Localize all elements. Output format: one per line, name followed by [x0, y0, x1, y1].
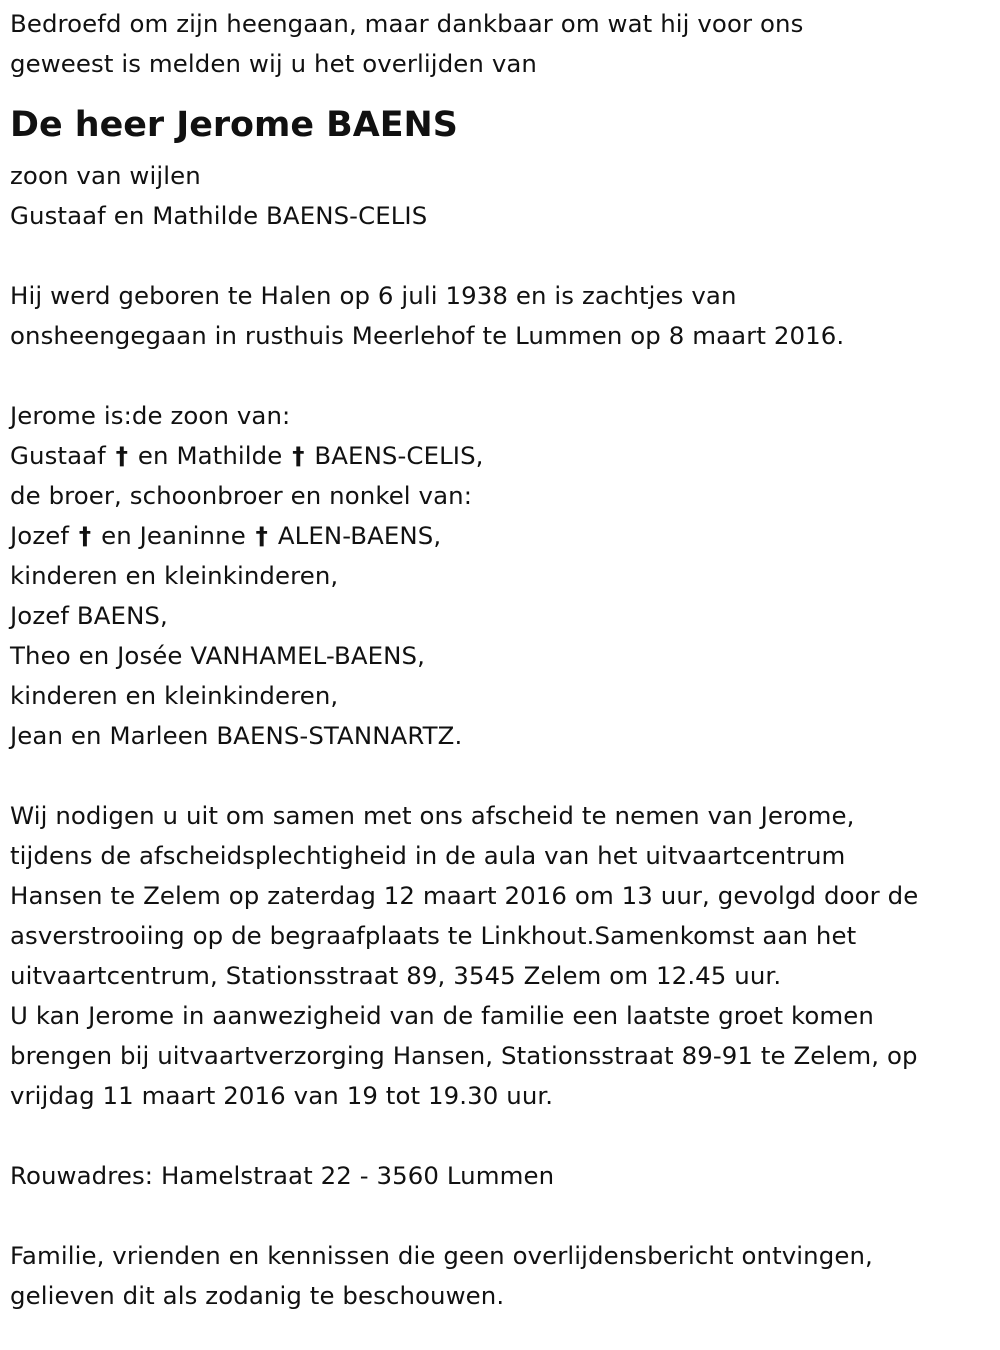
family-line: Theo en Josée VANHAMEL-BAENS, [10, 641, 425, 670]
family-parents-line [10, 436, 995, 476]
spacer [10, 236, 995, 276]
cross-icon: † [115, 441, 129, 470]
family-sibling-line [10, 516, 995, 556]
parent-mother: en Mathilde [137, 441, 283, 470]
cross-icon: † [292, 441, 305, 470]
family-sibling-intro: de broer, schoonbroer en nonkel van: [10, 481, 473, 510]
ceremony-line: Hansen te Zelem op zaterdag 12 maart 2016 om 13 uur, gevolgd door de [10, 881, 919, 910]
ceremony-line: tijdens de afscheidsplechtigheid in de aula van het uitvaartcentrum [10, 841, 846, 870]
sibling-first: Jozef [10, 521, 70, 550]
ceremony-line: vrijdag 11 maart 2016 van 19 tot 19.30 uur. [10, 1081, 554, 1110]
parents-names: Gustaaf en Mathilde BAENS-CELIS [10, 201, 428, 230]
intro-line: geweest is melden wij u het overlijden van [10, 49, 537, 78]
family-line: kinderen en kleinkinderen, [10, 561, 339, 590]
ceremony-line: uitvaartcentrum, Stationsstraat 89, 3545 Zelem om 12.45 uur. [10, 961, 782, 990]
family-intro: Jerome is:de zoon van: [10, 401, 291, 430]
birth-death-line: onsheengegaan in rusthuis Meerlehof te Lummen op 8 maart 2016. [10, 321, 845, 350]
spacer [10, 356, 995, 396]
spacer [10, 1116, 995, 1156]
family-list [10, 396, 995, 756]
birth-death-paragraph [10, 276, 995, 356]
parent-surname: BAENS-CELIS, [314, 441, 484, 470]
intro-paragraph [10, 4, 995, 84]
spacer [10, 1196, 995, 1236]
death-notice [10, 4, 995, 1316]
mourning-address: Rouwadres: Hamelstraat 22 - 3560 Lummen [10, 1161, 555, 1190]
sibling-surname: ALEN-BAENS, [277, 521, 442, 550]
ceremony-line: U kan Jerome in aanwezigheid van de familie een laatste groet komen [10, 1001, 874, 1030]
sibling-partner: en Jeaninne [101, 521, 246, 550]
family-line: Jozef BAENS, [10, 601, 168, 630]
ceremony-line: brengen bij uitvaartverzorging Hansen, Stationsstraat 89-91 te Zelem, op [10, 1041, 918, 1070]
family-line: kinderen en kleinkinderen, [10, 681, 339, 710]
parents-heading: zoon van wijlen [10, 161, 201, 190]
birth-death-line: Hij werd geboren te Halen op 6 juli 1938 en is zachtjes van [10, 281, 737, 310]
closing-line: gelieven dit als zodanig te beschouwen. [10, 1281, 505, 1310]
ceremony-line: asverstrooiing op de begraafplaats te Linkhout.Samenkomst aan het [10, 921, 857, 950]
parent-father: Gustaaf [10, 441, 106, 470]
spacer [10, 756, 995, 796]
cross-icon: † [78, 521, 92, 550]
ceremony-paragraph [10, 796, 995, 1116]
deceased-name: De heer Jerome BAENS [10, 105, 458, 145]
closing-line: Familie, vrienden en kennissen die geen overlijdensbericht ontvingen, [10, 1241, 873, 1270]
cross-icon: † [255, 521, 268, 550]
closing-paragraph [10, 1236, 995, 1316]
intro-line: Bedroefd om zijn heengaan, maar dankbaar om wat hij voor ons [10, 9, 804, 38]
family-line: Jean en Marleen BAENS-STANNARTZ. [10, 721, 463, 750]
ceremony-line: Wij nodigen u uit om samen met ons afscheid te nemen van Jerome, [10, 801, 855, 830]
